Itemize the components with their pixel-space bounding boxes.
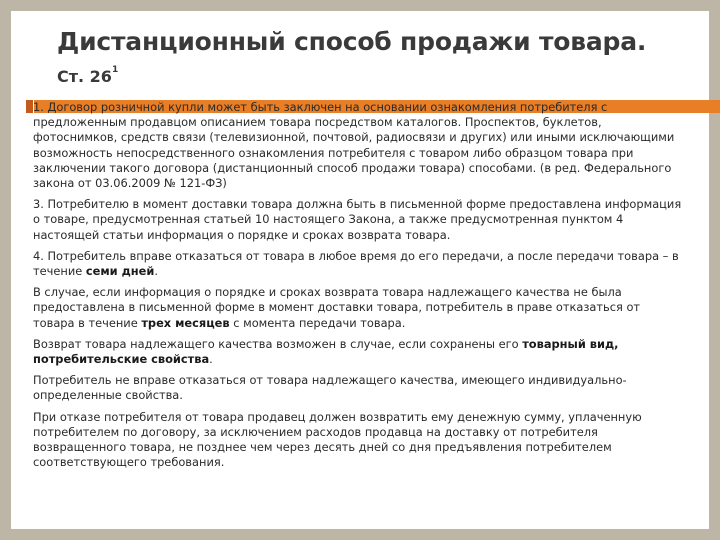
paragraph-3: 3. Потребителю в момент доставки товара должна быть в письменной форме предоставлена информация о товаре, предусмотренная статьей 10 настоящего Закона, а также предусмотренная пунктом 4 настоящей статьи информация о порядке и сроках возврата товара. xyxy=(33,197,682,242)
slide-body xyxy=(33,100,683,476)
paragraph-no-info-text: В случае, если информация о порядке и сроках возврата товара надлежащего качества не была предоставлена в письменной форме в момент доставки товара, потребитель в праве отказаться от товара в течение xyxy=(33,285,641,330)
frame-left xyxy=(0,0,11,540)
slide-subtitle xyxy=(57,67,118,86)
paragraph-4-end: . xyxy=(154,264,159,279)
paragraph-4-text: 4. Потребитель вправе отказаться от товара в любое время до его передачи, а после передачи товара – в течение xyxy=(33,248,679,279)
title-area xyxy=(11,11,709,100)
paragraph-individual: Потребитель не вправе отказаться от товара надлежащего качества, имеющего индивидуально-определенные свойства. xyxy=(33,373,627,403)
paragraph-return-text: Возврат товара надлежащего качества возможен в случае, если сохранены его xyxy=(33,336,523,351)
paragraph-no-info xyxy=(33,285,683,331)
accent-tab xyxy=(26,100,33,113)
paragraph-refund: При отказе потребителя от товара продавец должен возвратить ему денежную сумму, уплаченную потребителем по договору, за исключением расходов продавца на доставку от потребителя возвращенного товара, не позднее чем через десять дней со дня предъявления потребителем соответствующего требования. xyxy=(33,409,642,470)
paragraph-return-end: . xyxy=(209,352,213,367)
paragraph-1: 1. Договор розничной купли может быть заключен на основании ознакомления потребителя с предложенным продавцом описанием товара посредством каталогов. Проспектов, буклетов, фотоснимков, средств связи (телевизионной, почтовой, радиосвязи и других) или иными исключающими возможность непосредственного ознакомления потребителя с товаром либо образцом товара при заключении такого договора (дистанционный способ продажи товара) способами. (в ред. Федерального закона от 03.06.2009 № 121-ФЗ) xyxy=(33,100,675,191)
paragraph-4-emphasis: семи дней xyxy=(85,264,155,279)
frame-bottom xyxy=(0,529,720,540)
paragraph-no-info-end: с момента передачи товара. xyxy=(229,315,406,330)
subtitle-superscript: 1 xyxy=(111,65,119,75)
frame-top xyxy=(0,0,720,11)
paragraph-return-emphasis: товарный вид, потребительские свойства xyxy=(33,336,619,367)
paragraph-return xyxy=(33,337,683,367)
frame-right xyxy=(709,0,720,540)
paragraph-4 xyxy=(33,249,683,279)
subtitle-article: Ст. 26 xyxy=(57,67,112,86)
paragraph-no-info-emphasis: трех месяцев xyxy=(141,315,230,330)
slide-title: Дистанционный способ продажи товара. xyxy=(57,27,647,56)
